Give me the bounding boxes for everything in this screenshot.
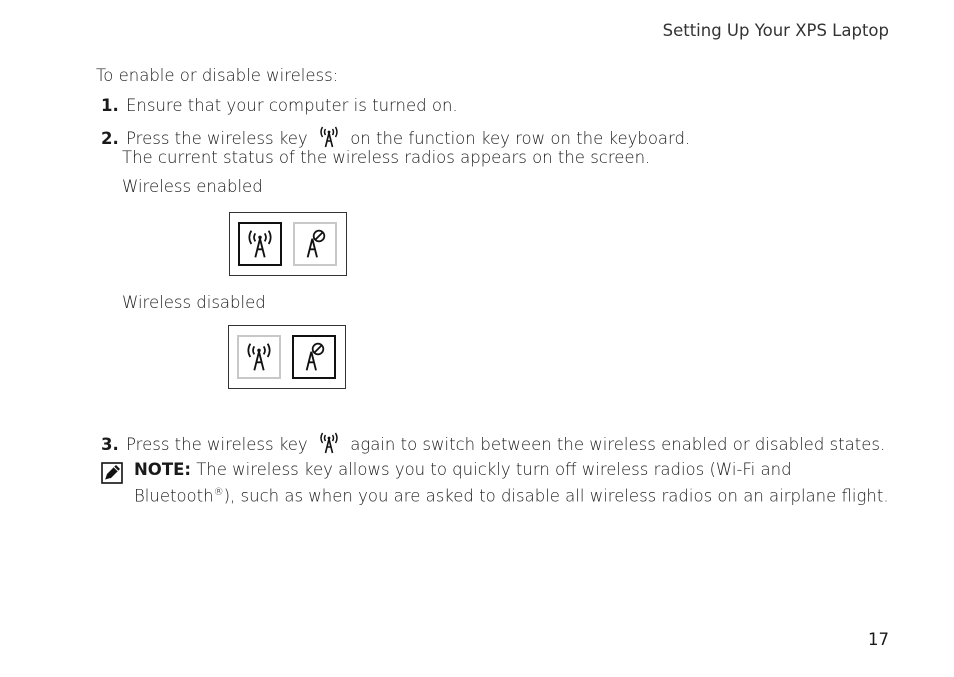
note-text: The wireless key allows you to quickly turn off wireless radios (Wi-Fi and — [196, 460, 792, 479]
wireless-antenna-icon — [244, 228, 276, 260]
wireless-enabled-panel — [229, 212, 347, 276]
wireless-off-tile — [292, 335, 336, 379]
note-line-1 — [134, 460, 792, 480]
wireless-off-tile — [293, 222, 337, 266]
step-text-cont: again to switch between the wireless enabled or disabled states. — [350, 435, 886, 454]
page-number: 17 — [868, 630, 889, 649]
step-text-cont: on the function key row on the keyboard. — [350, 129, 691, 148]
note-label: NOTE: — [134, 460, 191, 479]
note-text-bluetooth: Bluetooth — [134, 486, 214, 506]
step-number: 2. — [101, 129, 119, 148]
wireless-off-icon — [298, 341, 330, 373]
wireless-on-tile — [238, 222, 282, 266]
note-line-2 — [134, 483, 889, 507]
wireless-disabled-label: Wireless disabled — [122, 293, 266, 312]
step-number: 1. — [101, 96, 119, 115]
wireless-off-icon — [299, 228, 331, 260]
wireless-antenna-icon — [317, 431, 341, 455]
pencil-note-icon — [101, 462, 123, 484]
intro-text: To enable or disable wireless: — [96, 66, 339, 85]
step-number: 3. — [101, 435, 119, 454]
step-text: Press the wireless key — [126, 435, 308, 454]
step-1 — [101, 96, 458, 116]
registered-mark: ® — [213, 487, 224, 498]
step-3 — [101, 431, 885, 455]
running-header: Setting Up Your XPS Laptop — [662, 21, 889, 40]
step-text: Ensure that your computer is turned on. — [126, 96, 458, 115]
step-2-line2: The current status of the wireless radios appears on the screen. — [122, 148, 651, 167]
wireless-enabled-label: Wireless enabled — [122, 177, 263, 196]
wireless-on-tile — [237, 335, 281, 379]
note-text-rest: ), such as when you are asked to disable all wireless radios on an airplane flight. — [223, 486, 889, 506]
wireless-antenna-icon — [317, 125, 341, 149]
step-text: Press the wireless key — [126, 129, 308, 148]
wireless-antenna-icon — [243, 341, 275, 373]
step-2 — [101, 125, 690, 149]
wireless-disabled-panel — [228, 325, 346, 389]
